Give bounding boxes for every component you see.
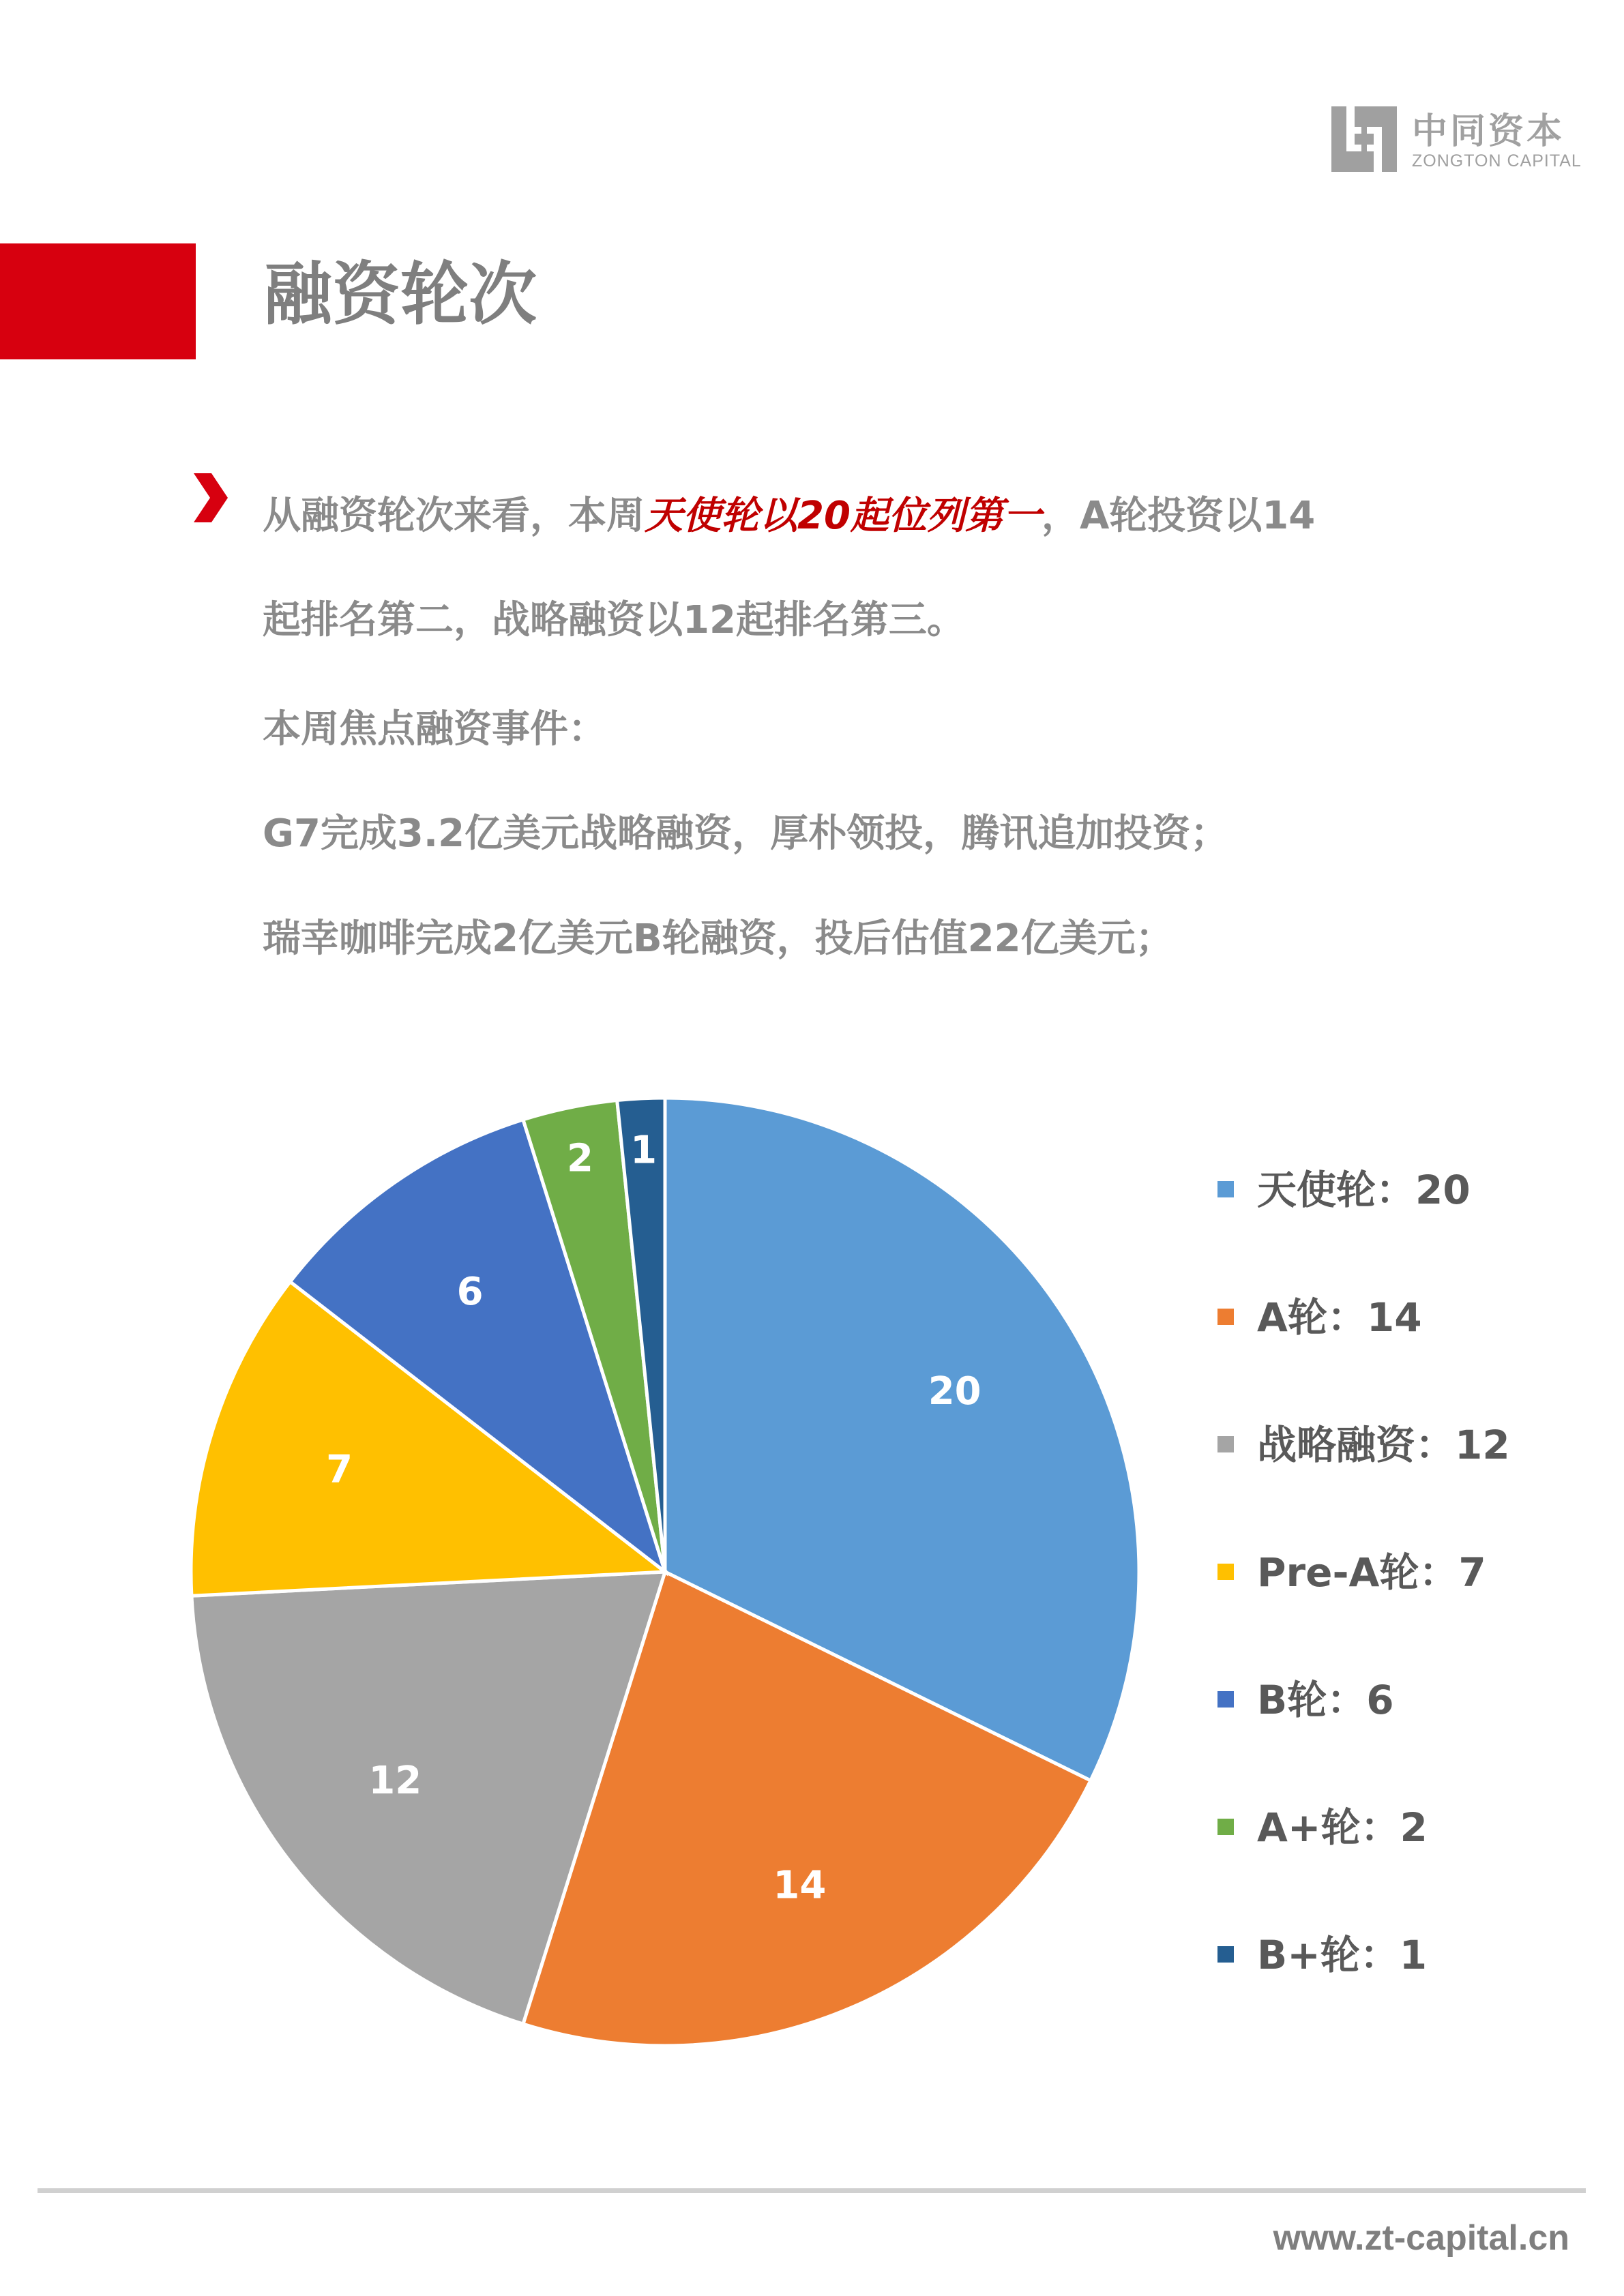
summary-text: ，A轮投资以14 — [1041, 494, 1316, 538]
pie-data-label-7: 1 — [630, 1128, 658, 1173]
legend-swatch — [1217, 1564, 1234, 1580]
legend-label: A轮：14 — [1257, 1294, 1422, 1341]
legend-label: A+轮：2 — [1257, 1804, 1428, 1851]
pie-data-label-1: 20 — [928, 1369, 981, 1414]
logo-english-name: ZONGTON CAPITAL — [1412, 151, 1582, 170]
legend-label: B轮：6 — [1257, 1677, 1394, 1723]
pie-data-label-4: 7 — [326, 1447, 353, 1492]
legend-swatch — [1217, 1436, 1234, 1452]
logo-mark-icon — [1329, 104, 1400, 175]
footer-divider — [38, 2188, 1586, 2193]
legend-label: B+轮：1 — [1257, 1932, 1428, 1978]
pie-data-label-6: 2 — [567, 1136, 593, 1181]
focus-events-heading: 本周焦点融资事件： — [263, 707, 606, 751]
company-logo — [1329, 102, 1595, 177]
summary-line-1 — [263, 486, 1315, 540]
logo-chinese-name: 中同资本 — [1412, 111, 1565, 152]
pie-data-label-2: 14 — [773, 1863, 827, 1908]
legend-swatch — [1217, 1691, 1234, 1708]
chevron-right-icon — [191, 471, 232, 525]
legend-swatch — [1217, 1181, 1234, 1197]
footer-website-url: www.zt-capital.cn — [1273, 2218, 1569, 2258]
summary-line-2: 起排名第二，战略融资以12起排名第三。 — [263, 598, 965, 642]
legend-label: Pre-A轮：7 — [1257, 1549, 1486, 1596]
legend-swatch — [1217, 1309, 1234, 1325]
legend-label: 天使轮：20 — [1257, 1167, 1471, 1213]
legend-label: 战略融资：12 — [1257, 1422, 1510, 1468]
section-title: 融资轮次 — [264, 254, 537, 334]
summary-highlight: 天使轮以20起位列第一 — [645, 494, 1042, 538]
legend-swatch — [1217, 1946, 1234, 1963]
focus-event-1: G7完成3.2亿美元战略融资，厚朴领投，腾讯追加投资； — [263, 811, 1229, 856]
pie-data-label-5: 6 — [456, 1269, 484, 1314]
summary-text: 从融资轮次来看，本周 — [263, 494, 645, 538]
funding-round-pie-chart — [177, 1084, 1153, 2059]
focus-event-2: 瑞幸咖啡完成2亿美元B轮融资，投后估值22亿美元； — [263, 916, 1174, 961]
legend-swatch — [1217, 1819, 1234, 1835]
pie-data-label-3: 12 — [368, 1758, 422, 1803]
section-accent-bar — [0, 243, 196, 359]
